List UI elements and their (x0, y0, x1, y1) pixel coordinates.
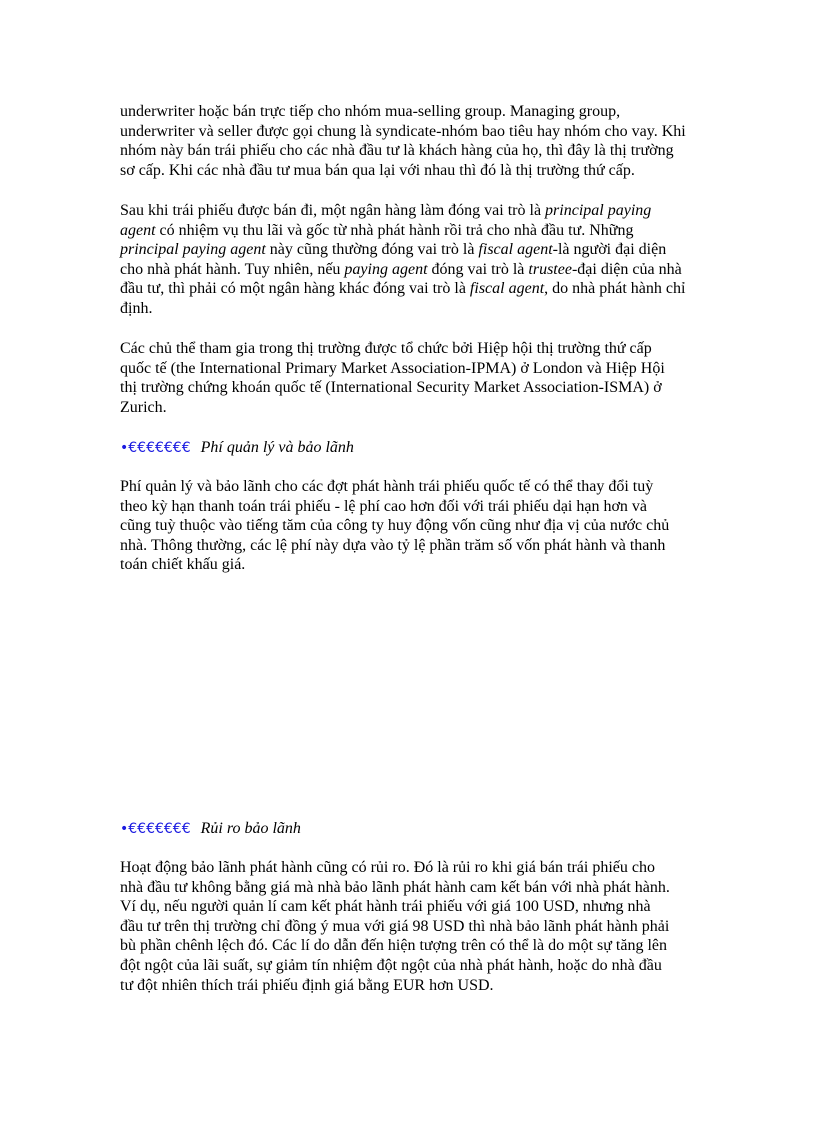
text-run: định. (120, 299, 153, 317)
text-line: đầu tư trên thị trường chỉ đồng ý mua với giá 98 USD thì nhà bảo lãnh phát hành phải (120, 917, 670, 935)
text-line (120, 260, 700, 280)
italic-term: agent (120, 221, 156, 239)
italic-term: fiscal agent (469, 280, 545, 298)
text-line: nhóm này bán trái phiếu cho các nhà đầu tư là khách hàng của họ, thì đây là thị trường (120, 142, 674, 160)
text-line: Ví dụ, nếu người quản lí cam kết phát hành trái phiếu với giá 100 USD, nhưng nhà (120, 898, 651, 916)
heading-text: Rủi ro bảo lãnh (200, 820, 301, 837)
paragraph-syndicate (120, 102, 700, 180)
text-line (120, 299, 700, 319)
text-run: -đại diện của nhà (571, 260, 682, 278)
text-line: đột ngột của lãi suất, sự giảm tín nhiệm đột ngột của nhà phát hành, hoặc do nhà đầu (120, 956, 662, 974)
paragraph-associations (120, 339, 700, 417)
text-line: thị trường chứng khoán quốc tế (International Security Market Association-ISMA) ở (120, 379, 662, 397)
bullet-icon: •€€€€€€€ (120, 440, 191, 456)
paragraph-paying-agent (120, 201, 700, 319)
text-line (120, 201, 700, 221)
text-line: toán chiết khấu giá. (120, 556, 246, 574)
italic-term: paying agent (344, 260, 428, 278)
section-heading-underwriting-risk (120, 819, 301, 840)
text-line: nhà. Thông thường, các lệ phí này dựa vào tỷ lệ phần trăm số vốn phát hành và thanh (120, 536, 666, 554)
text-line: cũng tuỳ thuộc vào tiếng tăm của công ty huy động vốn cũng như địa vị của nước chủ (120, 517, 670, 535)
text-line (120, 221, 700, 241)
text-run: Sau khi trái phiếu được bán đi, một ngân hàng làm đóng vai trò là (120, 202, 546, 219)
text-line: underwriter và seller được gọi chung là syndicate-nhóm bao tiêu hay nhóm cho vay. Khi (120, 122, 686, 140)
italic-term: fiscal agent (478, 241, 553, 259)
text-line (120, 240, 700, 260)
text-run: cho nhà phát hành. Tuy nhiên, nếu (120, 260, 345, 278)
text-run: này cũng thường đóng vai trò là (265, 241, 479, 259)
text-line: bù phần chênh lệch đó. Các lí do dẫn đến hiện tượng trên có thể là do một sự tăng lên (120, 937, 667, 955)
italic-term: principal paying (545, 202, 652, 219)
text-line: Hoạt động bảo lãnh phát hành cũng có rủi ro. Đó là rủi ro khi giá bán trái phiếu cho (120, 859, 655, 876)
text-line (120, 279, 700, 299)
text-run: -là người đại diện (552, 241, 667, 259)
text-line: Các chủ thể tham gia trong thị trường được tổ chức bởi Hiệp hội thị trường thứ cấp (120, 340, 652, 357)
text-run: , do nhà phát hành chỉ (544, 280, 686, 298)
italic-term: principal paying agent (120, 241, 266, 259)
heading-text: Phí quản lý và bảo lãnh (200, 439, 354, 456)
text-line: nhà đầu tư không bằng giá mà nhà bảo lãnh phát hành cam kết bán với nhà phát hành. (120, 878, 670, 896)
bullet-icon: •€€€€€€€ (120, 821, 191, 837)
text-line: quốc tế (the International Primary Market Association-IPMA) ở London và Hiệp Hội (120, 359, 665, 377)
text-line: sơ cấp. Khi các nhà đầu tư mua bán qua lại với nhau thì đó là thị trường thứ cấp. (120, 161, 635, 179)
paragraph-risk (120, 858, 700, 995)
italic-term: trustee (528, 260, 572, 278)
paragraph-fees (120, 477, 700, 575)
text-run: đầu tư, thì phải có một ngân hàng khác đóng vai trò là (120, 280, 470, 298)
text-run: có nhiệm vụ thu lãi và gốc từ nhà phát hành rồi trả cho nhà đầu tư. Những (155, 221, 634, 239)
text-line: Zurich. (120, 398, 167, 416)
text-line: tư đột nhiên thích trái phiếu định giá bằng EUR hơn USD. (120, 976, 494, 994)
text-line: Phí quản lý và bảo lãnh cho các đợt phát hành trái phiếu quốc tế có thể thay đổi tuỳ (120, 478, 654, 495)
section-heading-management-fee (120, 438, 354, 459)
text-line: theo kỳ hạn thanh toán trái phiếu - lệ phí cao hơn đối với trái phiếu dại hạn hơn và (120, 497, 648, 515)
text-line: underwriter hoặc bán trực tiếp cho nhóm mua-selling group. Managing group, (120, 103, 621, 120)
text-run: đóng vai trò là (427, 260, 529, 278)
